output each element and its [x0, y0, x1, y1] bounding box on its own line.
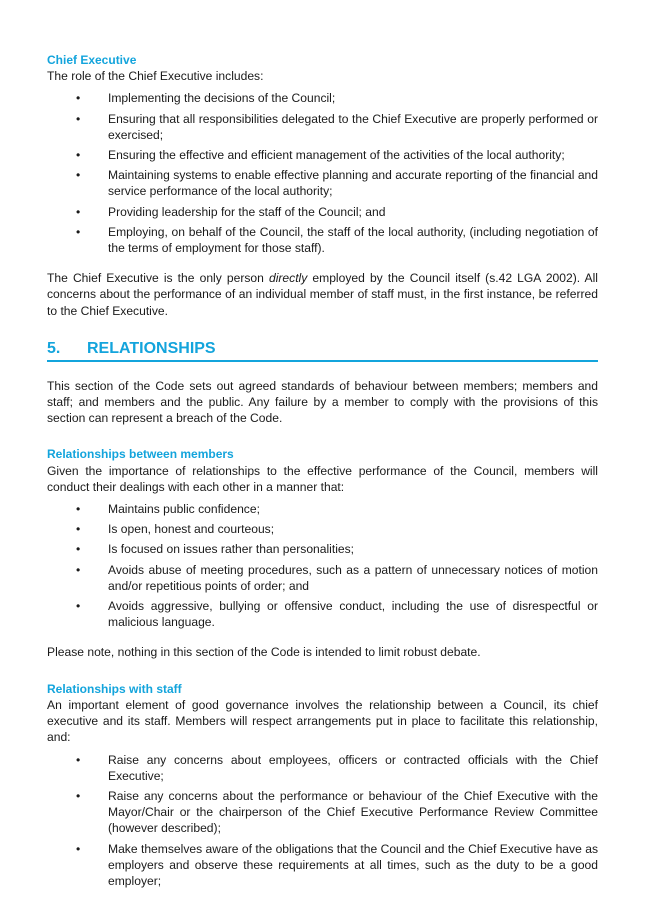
list-item — [47, 562, 598, 594]
members-note: Please note, nothing in this section of the Code is intended to limit robust debate. — [47, 645, 481, 660]
members-intro: Given the importance of relationships to the effective performance of the Council, members will conduct their dealings with each other in a manner that: — [47, 463, 598, 494]
bullet-icon: • — [76, 562, 81, 577]
list-item-text: Avoids aggressive, bullying or offensive conduct, including the use of disrespectful or malicious language. — [108, 599, 598, 630]
list-item — [47, 841, 598, 890]
staff-bullet-list — [47, 752, 598, 890]
bullet-icon: • — [76, 168, 81, 183]
bullet-icon: • — [76, 502, 81, 517]
chief-executive-heading: Chief Executive — [47, 53, 137, 67]
list-item — [47, 598, 598, 630]
list-item-text: Providing leadership for the staff of the Council; and — [108, 204, 386, 219]
list-item-text: Avoids abuse of meeting procedures, such as a pattern of unnecessary notices of motion and/or repetitious points of order; and — [108, 562, 598, 593]
list-item-text: Raise any concerns about employees, officers or contracted officials with the Chief Executive; — [108, 752, 598, 783]
section-title: RELATIONSHIPS — [87, 339, 216, 357]
bullet-icon: • — [76, 788, 81, 803]
members-heading: Relationships between members — [47, 447, 234, 462]
list-item — [47, 541, 598, 557]
bullet-icon: • — [76, 224, 81, 239]
staff-heading: Relationships with staff — [47, 681, 182, 696]
section-5-heading — [47, 339, 598, 362]
list-item-text: Is open, honest and courteous; — [108, 522, 275, 537]
list-item-text: Make themselves aware of the obligations that the Council and the Chief Executive have as employers and observe these requirements at all times, such as the duty to be a good employer; — [108, 841, 598, 888]
bullet-icon: • — [76, 599, 81, 614]
bullet-icon: • — [76, 752, 81, 767]
section-5-intro: This section of the Code sets out agreed standards of behaviour between members; members and staff; and members and the public. Any failure by a member to comply with the provisions of this section can represent a breach of the Code. — [47, 378, 598, 426]
closing-emphasis: directly — [268, 271, 308, 286]
section-number: 5. — [47, 339, 61, 357]
list-item — [47, 752, 598, 784]
list-item — [47, 788, 598, 837]
list-item-text: Is focused on issues rather than personalities; — [108, 542, 355, 557]
bullet-icon: • — [76, 542, 81, 557]
closing-text-start: The Chief Executive is the only person — [47, 271, 269, 286]
list-item — [47, 147, 598, 163]
list-item-text: Employing, on behalf of the Council, the staff of the local authority, (including negotiation of the terms of employment for those staff). — [108, 224, 598, 256]
list-item — [47, 521, 598, 537]
list-item-text: Ensuring the effective and efficient management of the activities of the local authority; — [108, 148, 565, 163]
list-item-text: Raise any concerns about the performance or behaviour of the Chief Executive with the Mayor/Chair or the chairperson of the Chief Executive Performance Review Committee (however described); — [108, 788, 598, 836]
chief-executive-intro: The role of the Chief Executive includes: — [47, 69, 264, 84]
bullet-icon: • — [76, 91, 81, 106]
list-item-text: Implementing the decisions of the Council; — [108, 91, 336, 106]
list-item — [47, 90, 598, 106]
closing-text-end: employed by the Council itself (s.42 LGA 2002). All concerns about the performance of an individual member of staff must, in the first instance, be referred to the Chief Executive. — [47, 271, 598, 318]
list-item-text: Ensuring that all responsibilities delegated to the Chief Executive are properly performed or exercised; — [108, 111, 598, 142]
list-item — [47, 167, 598, 199]
list-item-text: Maintaining systems to enable effective planning and accurate reporting of the financial and service performance of the local authority; — [108, 168, 598, 199]
list-item — [47, 224, 598, 256]
list-item — [47, 501, 598, 517]
bullet-icon: • — [76, 522, 81, 537]
bullet-icon: • — [76, 204, 81, 219]
chief-executive-closing — [47, 270, 598, 319]
list-item — [47, 111, 598, 143]
list-item — [47, 204, 598, 220]
bullet-icon: • — [76, 841, 81, 856]
list-item-text: Maintains public confidence; — [108, 502, 260, 517]
chief-executive-bullet-list — [47, 90, 598, 256]
staff-intro: An important element of good governance involves the relationship between a Council, its chief executive and its staff. Members will respect arrangements put in place to facilitate this relationship, and: — [47, 697, 598, 745]
bullet-icon: • — [76, 111, 81, 126]
bullet-icon: • — [76, 148, 81, 163]
members-bullet-list — [47, 501, 598, 630]
